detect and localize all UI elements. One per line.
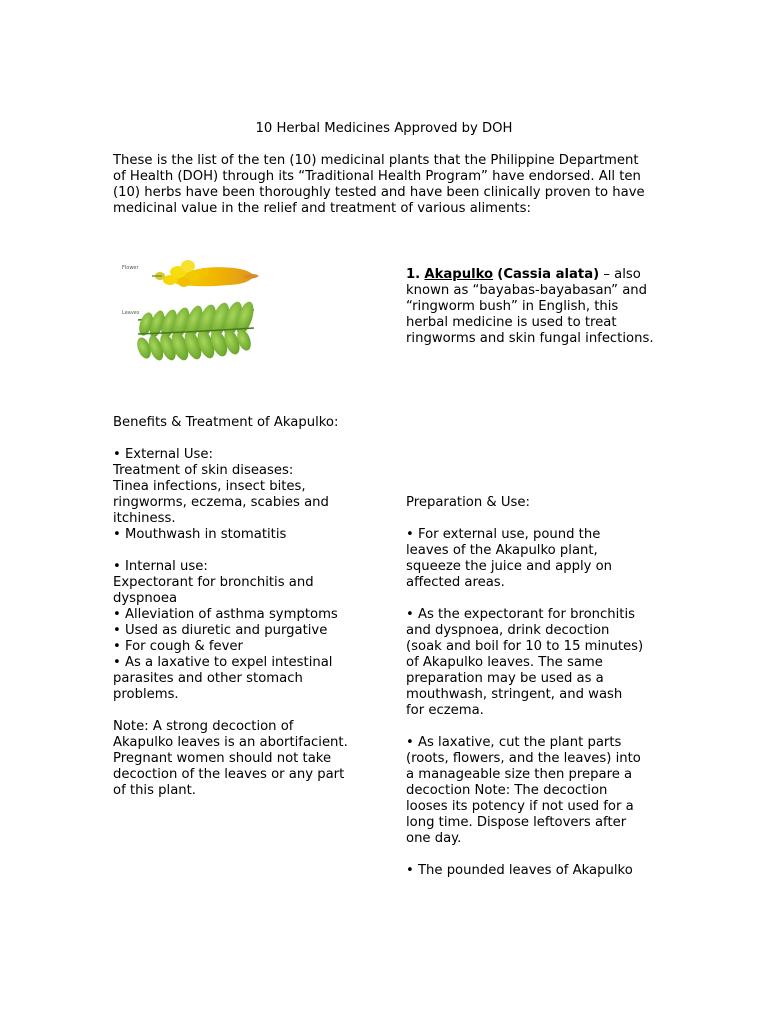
preparation-line: • As laxative, cut the plant parts [406, 735, 622, 750]
external-use-line: • Mouthwash in stomatitis [113, 527, 287, 542]
preparation-line: one day. [406, 831, 462, 846]
internal-use-heading: • Internal use: [113, 559, 208, 574]
preparation-line: squeeze the juice and apply on [406, 559, 613, 574]
external-use-line: Tinea infections, insect bites, [113, 479, 306, 494]
external-use-line: Treatment of skin diseases: [113, 463, 294, 478]
plant-number: 1. [406, 267, 421, 282]
internal-use-line: • For cough & fever [113, 639, 243, 654]
leaves-illustration [135, 300, 257, 363]
preparation-line: mouthwash, stringent, and wash [406, 687, 623, 702]
note-line: Pregnant women should not take [113, 751, 332, 766]
figure-label-flower: Flower [122, 265, 139, 271]
benefits-heading: Benefits & Treatment of Akapulko: [113, 415, 339, 430]
internal-use-line: • As a laxative to expel intestinal [113, 655, 333, 670]
preparation-heading: Preparation & Use: [406, 495, 530, 510]
preparation-line: (roots, flowers, and the leaves) into [406, 751, 641, 766]
preparation-line: preparation may be used as a [406, 671, 604, 686]
internal-use-line: parasites and other stomach [113, 671, 303, 686]
preparation-line: • The pounded leaves of Akapulko [406, 863, 633, 878]
benefits-section [113, 415, 385, 799]
preparation-line: • For external use, pound the [406, 527, 601, 542]
note-line: Akapulko leaves is an abortifacient. [113, 735, 348, 750]
preparation-line: (soak and boil for 10 to 15 minutes) [406, 639, 644, 654]
note-line: of this plant. [113, 783, 196, 798]
preparation-line: long time. Dispose leftovers after [406, 815, 627, 830]
preparation-line: of Akapulko leaves. The same [406, 655, 603, 670]
flower-illustration [152, 260, 259, 287]
preparation-line: decoction Note: The decoction [406, 783, 608, 798]
internal-use-line: dyspnoea [113, 591, 178, 606]
page-title: 10 Herbal Medicines Approved by DOH [255, 121, 513, 136]
plant-heading [406, 267, 660, 347]
preparation-section [406, 495, 662, 879]
plant-description: – also known as “bayabas-bayabasan” and “ringworm bush” in English, this herbal medicine is used to treat ringworms and skin fungal infections. [406, 267, 654, 346]
plant-name: Akapulko [424, 267, 494, 282]
internal-use-line: problems. [113, 687, 179, 702]
preparation-line: affected areas. [406, 575, 505, 590]
internal-use-line: Expectorant for bronchitis and [113, 575, 314, 590]
preparation-line: • As the expectorant for bronchitis [406, 607, 636, 622]
note-line: Note: A strong decoction of [113, 719, 294, 734]
external-use-line: itchiness. [113, 511, 176, 526]
preparation-line: a manageable size then prepare a [406, 767, 633, 782]
external-use-line: ringworms, eczema, scabies and [113, 495, 329, 510]
akapulko-image [114, 254, 262, 366]
internal-use-line: • Used as diuretic and purgative [113, 623, 328, 638]
preparation-line: for eczema. [406, 703, 484, 718]
figure-label-leaves: Leaves [122, 310, 140, 316]
plant-scientific-name: (Cassia alata) [497, 267, 600, 282]
external-use-heading: • External Use: [113, 447, 213, 462]
preparation-line: leaves of the Akapulko plant, [406, 543, 598, 558]
note-line: decoction of the leaves or any part [113, 767, 345, 782]
preparation-line: looses its potency if not used for a [406, 799, 634, 814]
preparation-line: and dyspnoea, drink decoction [406, 623, 610, 638]
intro-paragraph: These is the list of the ten (10) medicinal plants that the Philippine Department of Health (DOH) through its “Traditional Health Program” have endorsed. All ten (10) herbs have been thoroughly tested and have been clinically proven to have medicinal value in the relief and treatment of various aliments: [113, 153, 645, 216]
internal-use-line: • Alleviation of asthma symptoms [113, 607, 338, 622]
